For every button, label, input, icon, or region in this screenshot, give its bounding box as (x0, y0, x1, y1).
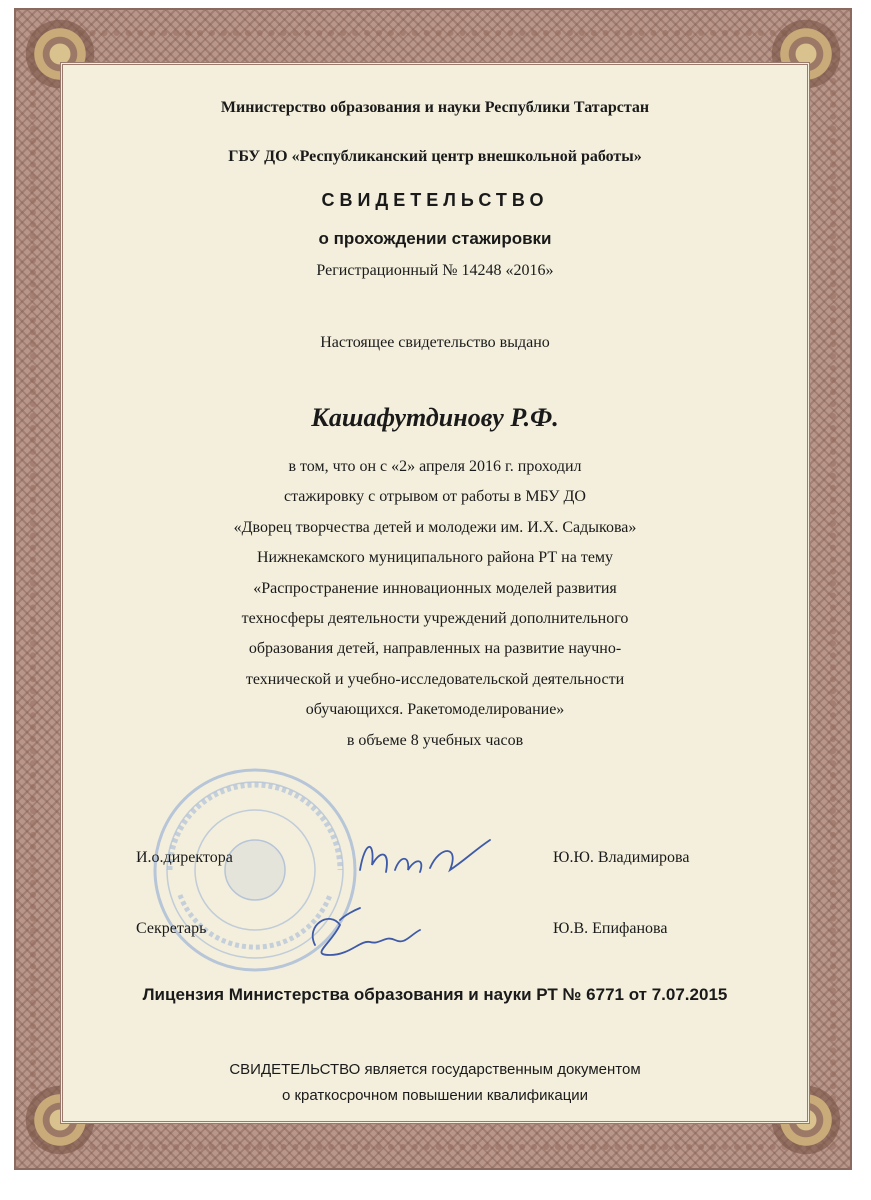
footer-line: СВИДЕТЕЛЬСТВО является государственным документом (229, 1061, 641, 1078)
body-line: обучающихся. Ракетомоделирование» (305, 701, 565, 719)
body-line: образования детей, направленных на развитие научно- (248, 640, 622, 658)
ministry-name: Министерство образования и науки Республики Татарстан (220, 99, 650, 116)
recipient-name: Кашафутдинову Р.Ф. (311, 403, 559, 432)
organization-name: ГБУ ДО «Республиканский центр внешкольной работы» (228, 148, 642, 165)
registration-number: Регистрационный № 14248 «2016» (316, 262, 554, 279)
body-line: стажировку с отрывом от работы в МБУ ДО (284, 488, 586, 506)
body-line: в том, что он с «2» апреля 2016 г. проходил (288, 458, 582, 475)
secretary-signature (300, 900, 430, 970)
body-line: «Распространение инновационных моделей развития (253, 579, 617, 597)
director-signature (350, 830, 500, 890)
footer-line: о краткосрочном повышении квалификации (281, 1087, 589, 1104)
footer-note (60, 1057, 810, 1109)
document-title: СВИДЕТЕЛЬСТВО (321, 190, 549, 210)
director-name: Ю.Ю. Владимирова (553, 849, 690, 866)
body-line: техносферы деятельности учреждений дополнительного (241, 610, 629, 628)
director-title: И.о.директора (136, 849, 233, 866)
body-line: Нижнекамского муниципального района РТ на тему (256, 549, 614, 567)
body-line: технической и учебно-исследовательской деятельности (245, 670, 625, 688)
license-line: Лицензия Министерства образования и науки РТ № 6771 от 7.07.2015 (142, 985, 728, 1004)
document-subtitle: о прохождении стажировки (318, 229, 552, 248)
issued-intro: Настоящее свидетельство выдано (320, 334, 550, 351)
secretary-title: Секретарь (136, 920, 207, 937)
body-line: в объеме 8 учебных часов (346, 731, 524, 749)
certificate-body (60, 452, 810, 756)
secretary-name: Ю.В. Епифанова (553, 920, 668, 937)
body-line: «Дворец творчества детей и молодежи им. И.Х. Садыкова» (233, 518, 637, 536)
